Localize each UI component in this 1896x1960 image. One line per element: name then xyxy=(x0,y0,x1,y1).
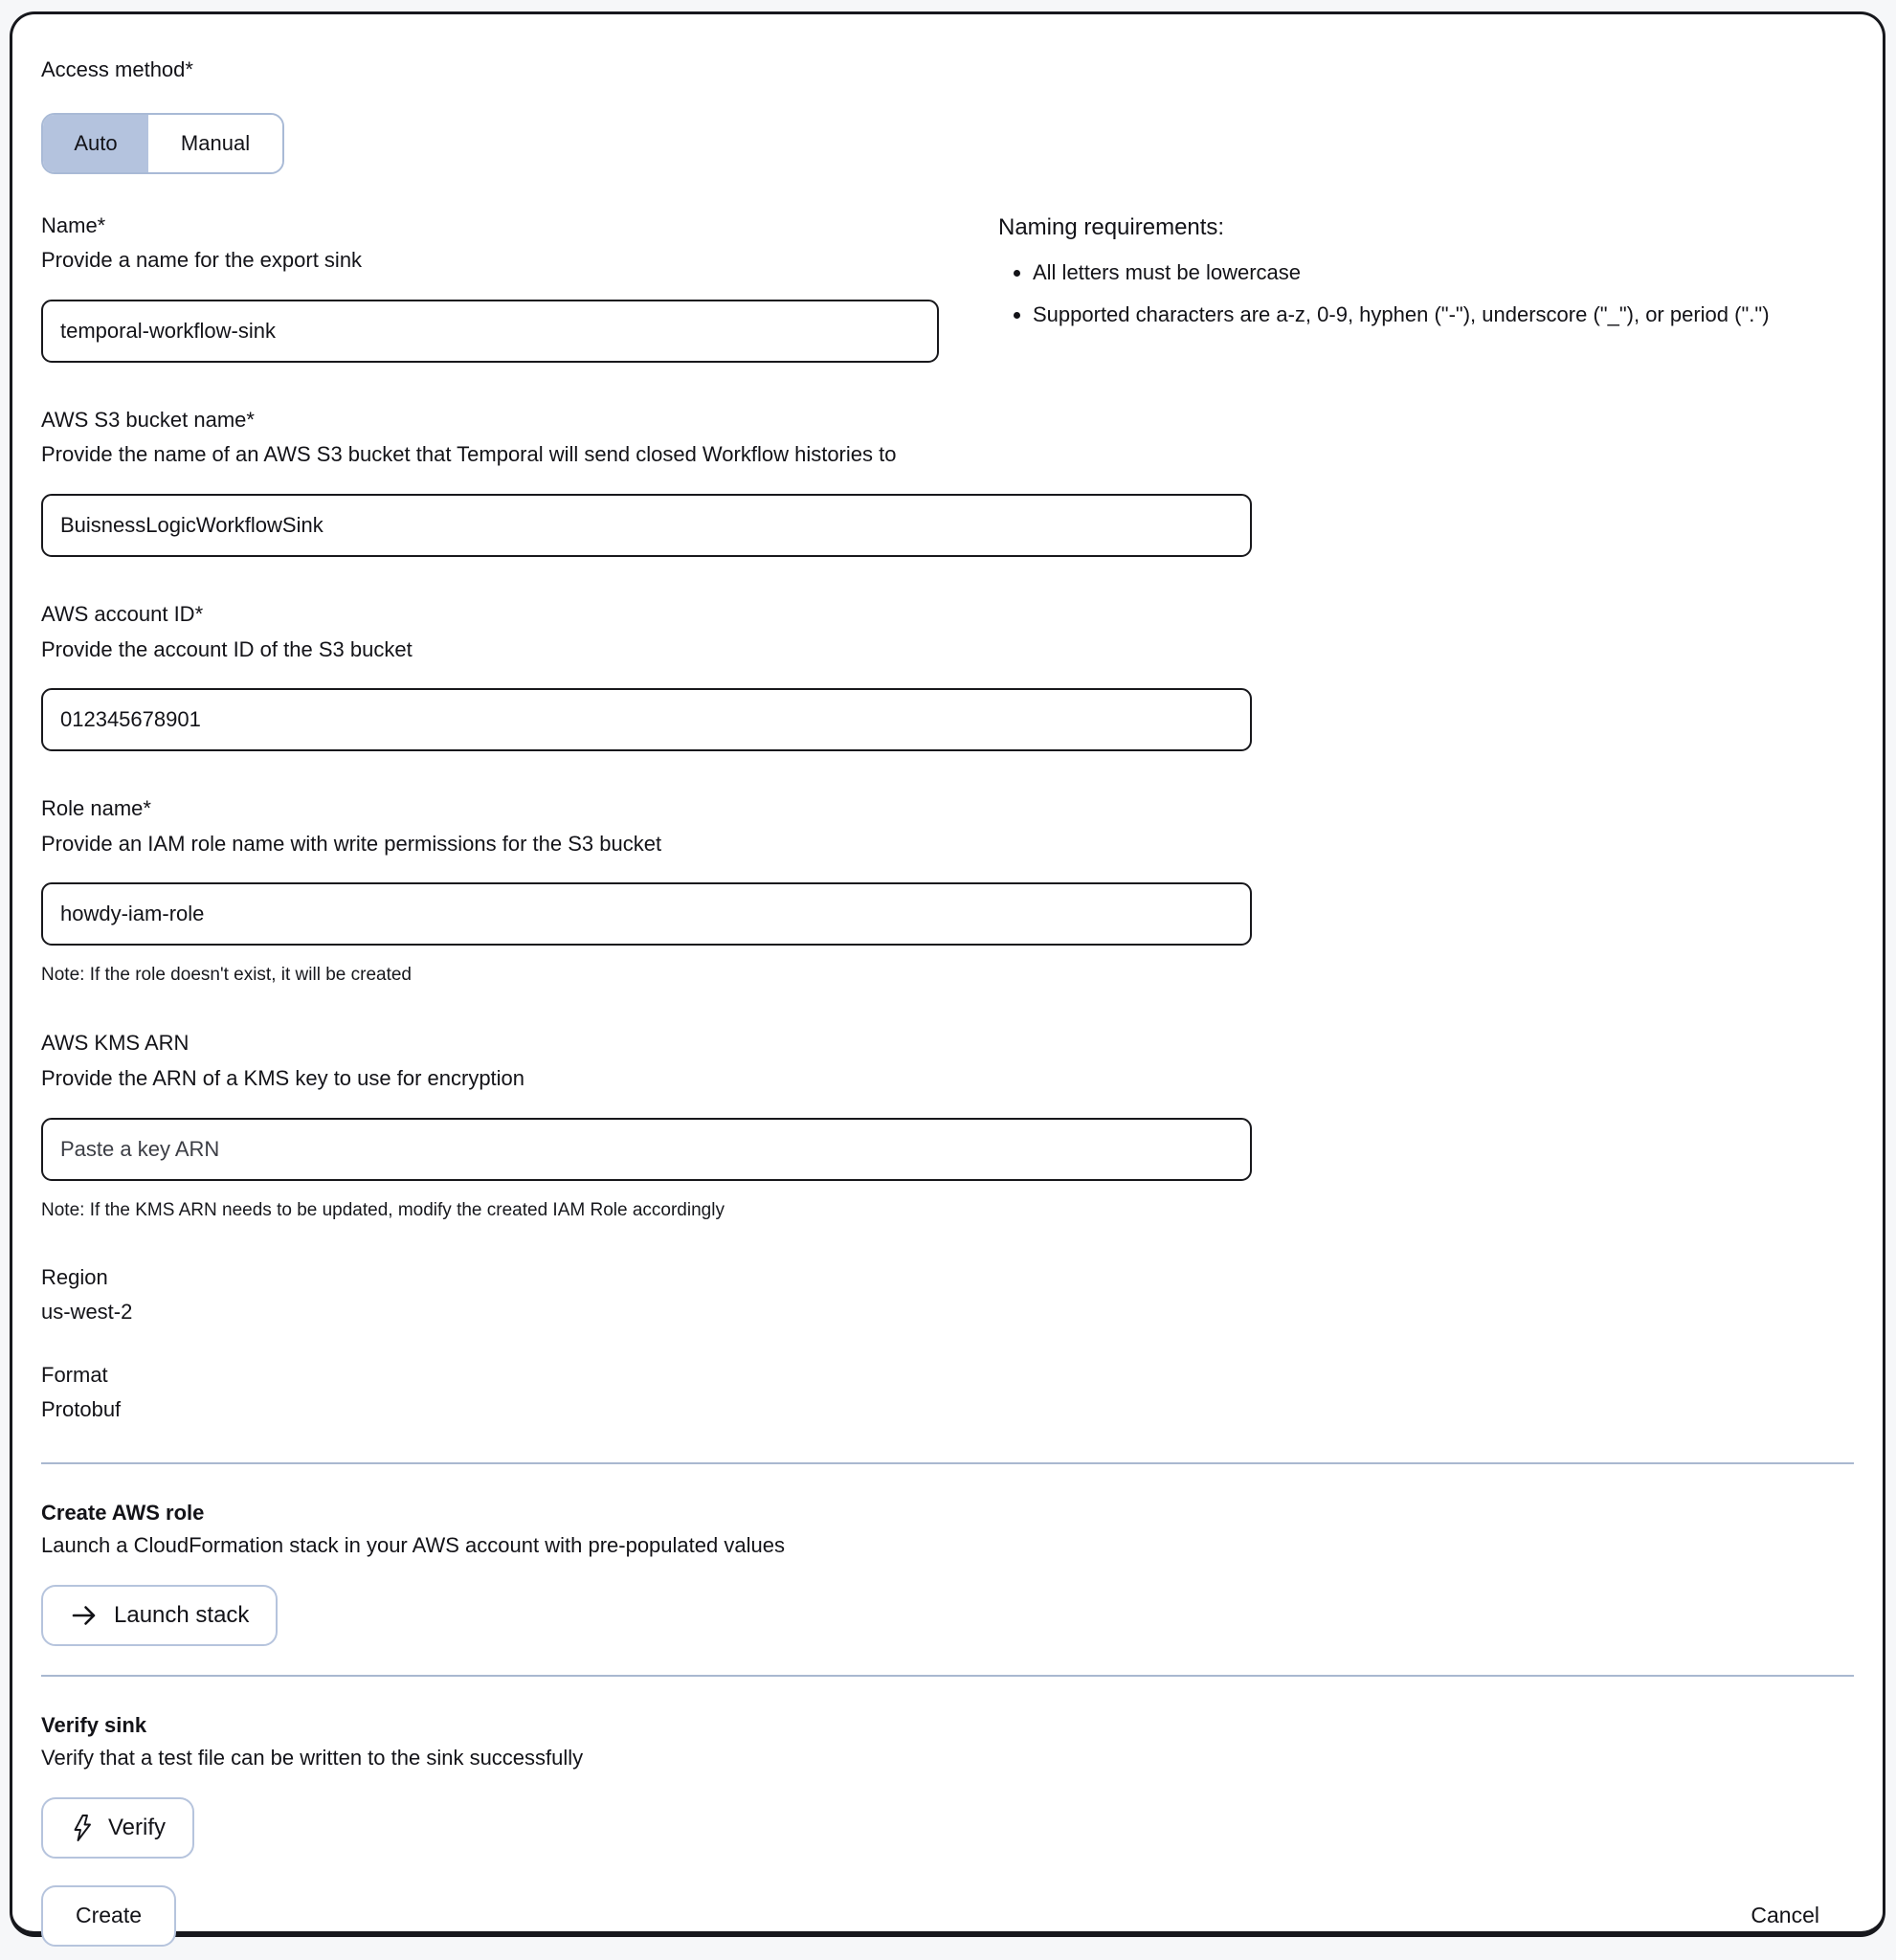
access-method-option-manual[interactable] xyxy=(148,115,282,172)
account-id-description: Provide the account ID of the S3 bucket xyxy=(41,636,413,661)
create-button[interactable] xyxy=(41,1885,176,1947)
verify-button[interactable] xyxy=(41,1797,194,1859)
naming-requirements-title: Naming requirements: xyxy=(998,213,1225,240)
kms-arn-label: AWS KMS ARN xyxy=(41,1031,190,1056)
verify-sink-section xyxy=(41,1713,1854,1859)
account-id-input[interactable] xyxy=(41,688,1252,751)
kms-arn-note: Note: If the KMS ARN needs to be updated, modify the created IAM Role accordingly xyxy=(41,1199,725,1220)
role-name-label: Role name* xyxy=(41,796,151,821)
form-content xyxy=(12,14,1883,1947)
kms-arn-description: Provide the ARN of a KMS key to use for encryption xyxy=(41,1065,525,1090)
arrow-right-icon xyxy=(70,1601,99,1630)
kms-arn-field-group xyxy=(41,1030,1854,1220)
format-value: Protobuf xyxy=(41,1396,122,1421)
name-field-group xyxy=(41,212,939,363)
role-name-input[interactable] xyxy=(41,882,1252,946)
export-sink-form-card xyxy=(10,11,1885,1937)
lightning-bolt-icon xyxy=(70,1814,93,1842)
access-method-option-auto-label: Auto xyxy=(74,130,118,155)
role-name-note: Note: If the role doesn't exist, it will be created xyxy=(41,965,412,986)
naming-requirements xyxy=(998,212,1854,363)
access-method-option-auto[interactable] xyxy=(43,115,148,172)
s3-bucket-field-group xyxy=(41,407,1854,557)
access-method-toggle xyxy=(41,113,284,174)
verify-sink-description: Verify that a test file can be written to the sink successfully xyxy=(41,1745,584,1770)
format-group xyxy=(41,1363,1854,1422)
account-id-field-group xyxy=(41,601,1854,751)
naming-requirement-item: • Supported characters are a-z, 0-9, hyphen ("-"), underscore ("_"), or period (".") xyxy=(1033,300,1854,330)
name-and-requirements-row xyxy=(41,212,1854,363)
verify-sink-title: Verify sink xyxy=(41,1712,147,1737)
s3-bucket-label: AWS S3 bucket name* xyxy=(41,407,255,432)
name-input[interactable] xyxy=(41,300,939,363)
name-label: Name* xyxy=(41,212,106,237)
launch-stack-button-label: Launch stack xyxy=(114,1601,250,1628)
verify-button-label: Verify xyxy=(108,1814,167,1840)
region-label: Region xyxy=(41,1264,108,1289)
access-method-option-manual-label: Manual xyxy=(180,130,251,155)
s3-bucket-input[interactable] xyxy=(41,494,1252,557)
role-name-description: Provide an IAM role name with write permissions for the S3 bucket xyxy=(41,831,662,856)
cancel-button[interactable]: Cancel xyxy=(1751,1903,1819,1928)
create-aws-role-title: Create AWS role xyxy=(41,1500,205,1525)
launch-stack-button[interactable] xyxy=(41,1585,278,1646)
divider xyxy=(41,1462,1854,1464)
region-group xyxy=(41,1265,1854,1325)
create-aws-role-description: Launch a CloudFormation stack in your AWS account with pre-populated values xyxy=(41,1532,785,1557)
access-method-label: Access method* xyxy=(41,57,193,81)
kms-arn-input[interactable] xyxy=(41,1118,1252,1181)
create-aws-role-section xyxy=(41,1501,1854,1646)
s3-bucket-description: Provide the name of an AWS S3 bucket that Temporal will send closed Workflow histories to xyxy=(41,442,897,467)
naming-requirements-list xyxy=(998,257,1854,330)
region-value: us-west-2 xyxy=(41,1299,133,1324)
naming-requirement-item: • All letters must be lowercase xyxy=(1033,257,1854,288)
account-id-label: AWS account ID* xyxy=(41,601,204,626)
name-description: Provide a name for the export sink xyxy=(41,248,363,273)
form-footer xyxy=(41,1885,1854,1947)
divider xyxy=(41,1675,1854,1677)
format-label: Format xyxy=(41,1362,108,1387)
create-button-label: Create xyxy=(76,1903,143,1928)
role-name-field-group xyxy=(41,795,1854,986)
